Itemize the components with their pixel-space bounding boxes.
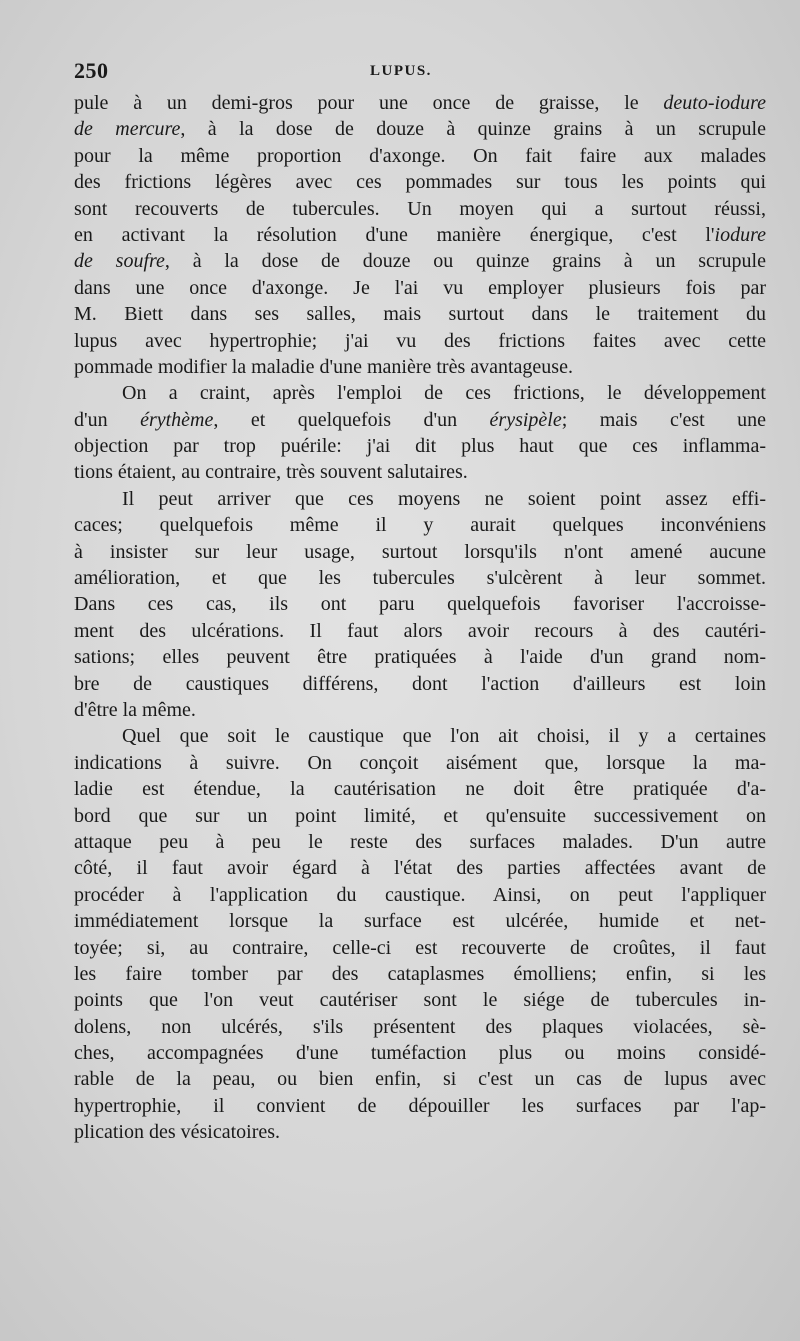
text-line bbox=[74, 935, 766, 961]
text-line bbox=[74, 1014, 766, 1040]
text-line bbox=[74, 433, 766, 459]
text-segment: caces; quelquefois même il y aurait quelques inconvéniens bbox=[74, 514, 766, 537]
text-segment: d'un bbox=[74, 408, 141, 431]
text-line bbox=[74, 671, 766, 697]
text-line bbox=[74, 855, 766, 881]
text-line bbox=[74, 565, 766, 591]
text-line bbox=[74, 248, 766, 274]
text-segment: sations; elles peuvent être pratiquées à l'aide d'un grand nom- bbox=[74, 646, 766, 669]
text-line bbox=[74, 829, 766, 855]
text-segment: procéder à l'application du caustique. Ainsi, on peut l'appliquer bbox=[74, 883, 766, 906]
text-line bbox=[74, 90, 766, 116]
text-line bbox=[74, 644, 766, 670]
text-line bbox=[74, 1040, 766, 1066]
text-segment: toyée; si, au contraire, celle-ci est recouverte de croûtes, il faut bbox=[74, 936, 766, 959]
text-segment: rable de la peau, ou bien enfin, si c'est un cas de lupus avec bbox=[74, 1068, 766, 1091]
text-line bbox=[74, 486, 766, 512]
text-segment: ches, accompagnées d'une tuméfaction plus ou moins considé- bbox=[74, 1042, 766, 1065]
italic-text: de mercure bbox=[74, 118, 181, 141]
text-line bbox=[74, 697, 766, 723]
text-segment: indications à suivre. On conçoit aisément que, lorsque la ma- bbox=[74, 751, 766, 774]
text-line bbox=[74, 116, 766, 142]
text-segment: , et quelquefois d'un bbox=[213, 408, 490, 431]
italic-text: deuto-iodure bbox=[663, 92, 766, 114]
text-segment: ; mais c'est une bbox=[561, 408, 766, 431]
text-line bbox=[74, 354, 766, 380]
text-segment: immédiatement lorsque la surface est ulcérée, humide et net- bbox=[74, 910, 766, 933]
text-segment: objection par trop puérile: j'ai dit plus haut que ces inflamma- bbox=[74, 435, 766, 458]
italic-text: érythème bbox=[140, 408, 214, 431]
text-line bbox=[74, 512, 766, 538]
text-line bbox=[74, 1066, 766, 1092]
text-line bbox=[74, 776, 766, 802]
text-segment: amélioration, et que les tubercules s'ulcèrent à leur sommet. bbox=[74, 567, 766, 590]
italic-text: érysipèle bbox=[489, 408, 562, 431]
text-segment: lupus avec hypertrophie; j'ai vu des frictions faites avec cette bbox=[74, 329, 766, 352]
body-text bbox=[74, 90, 766, 1146]
text-segment: des frictions légères avec ces pommades sur tous les points qui bbox=[74, 171, 766, 194]
text-line bbox=[74, 618, 766, 644]
text-segment: d'être la même. bbox=[74, 698, 196, 721]
text-segment: les faire tomber par des cataplasmes émolliens; enfin, si les bbox=[74, 962, 766, 985]
text-segment: Dans ces cas, ils ont paru quelquefois favoriser l'accroisse- bbox=[74, 593, 766, 616]
text-line bbox=[74, 1093, 766, 1119]
text-segment: M. Biett dans ses salles, mais surtout dans le traitement du bbox=[74, 303, 766, 326]
text-segment: sont recouverts de tubercules. Un moyen qui a surtout réussi, bbox=[74, 197, 766, 220]
text-segment: Il peut arriver que ces moyens ne soient point assez effi- bbox=[122, 487, 766, 510]
text-line bbox=[74, 539, 766, 565]
text-line bbox=[74, 328, 766, 354]
text-segment: pour la même proportion d'axonge. On fait faire aux malades bbox=[74, 144, 766, 167]
text-segment: Quel que soit le caustique que l'on ait choisi, il y a certaines bbox=[122, 725, 766, 748]
page-number: 250 bbox=[74, 58, 109, 83]
text-line bbox=[74, 987, 766, 1013]
text-segment: hypertrophie, il convient de dépouiller les surfaces par l'ap- bbox=[74, 1094, 766, 1117]
text-segment: ladie est étendue, la cautérisation ne doit être pratiquée d'a- bbox=[74, 778, 766, 801]
text-line bbox=[74, 803, 766, 829]
text-segment: à insister sur leur usage, surtout lorsqu'ils n'ont amené aucune bbox=[74, 540, 766, 563]
text-segment: ment des ulcérations. Il faut alors avoir recours à des cautéri- bbox=[74, 619, 766, 642]
text-line bbox=[74, 196, 766, 222]
italic-text: de soufre bbox=[74, 250, 165, 273]
text-line bbox=[74, 459, 766, 485]
text-segment: , à la dose de douze ou quinze grains à un scrupule bbox=[164, 250, 766, 273]
text-segment: attaque peu à peu le reste des surfaces malades. D'un autre bbox=[74, 830, 766, 853]
text-line bbox=[74, 301, 766, 327]
text-segment: points que l'on veut cautériser sont le siége de tubercules in- bbox=[74, 989, 766, 1012]
text-line bbox=[74, 275, 766, 301]
text-segment: en activant la résolution d'une manière énergique, c'est l' bbox=[74, 223, 715, 246]
text-line bbox=[74, 380, 766, 406]
text-segment: côté, il faut avoir égard à l'état des parties affectées avant de bbox=[74, 857, 766, 880]
text-line bbox=[74, 908, 766, 934]
text-segment: tions étaient, au contraire, très souvent salutaires. bbox=[74, 461, 468, 484]
text-line bbox=[74, 143, 766, 169]
text-segment: dolens, non ulcérés, s'ils présentent des plaques violacées, sè- bbox=[74, 1015, 766, 1038]
text-line bbox=[74, 750, 766, 776]
text-line bbox=[74, 1119, 766, 1145]
text-line bbox=[74, 961, 766, 987]
italic-text: iodure bbox=[714, 223, 766, 246]
text-segment: pommade modifier la maladie d'une manière très avantageuse. bbox=[74, 355, 573, 378]
text-segment: dans une once d'axonge. Je l'ai vu employer plusieurs fois par bbox=[74, 276, 766, 299]
text-segment: plication des vésicatoires. bbox=[74, 1121, 281, 1144]
text-segment: bre de caustiques différens, dont l'action d'ailleurs est loin bbox=[74, 672, 766, 695]
running-title: LUPUS. bbox=[370, 63, 432, 79]
text-segment: bord que sur un point limité, et qu'ensuite successivement on bbox=[74, 804, 766, 827]
text-segment: pule à un demi-gros pour une once de graisse, le bbox=[74, 92, 664, 114]
text-line bbox=[74, 407, 766, 433]
text-line bbox=[74, 169, 766, 195]
text-segment: On a craint, après l'emploi de ces frictions, le développement bbox=[122, 382, 766, 405]
text-line bbox=[74, 222, 766, 248]
text-segment: , à la dose de douze à quinze grains à un scrupule bbox=[180, 118, 766, 141]
text-line bbox=[74, 591, 766, 617]
text-line bbox=[74, 723, 766, 749]
text-line bbox=[74, 882, 766, 908]
page-header bbox=[74, 58, 766, 88]
